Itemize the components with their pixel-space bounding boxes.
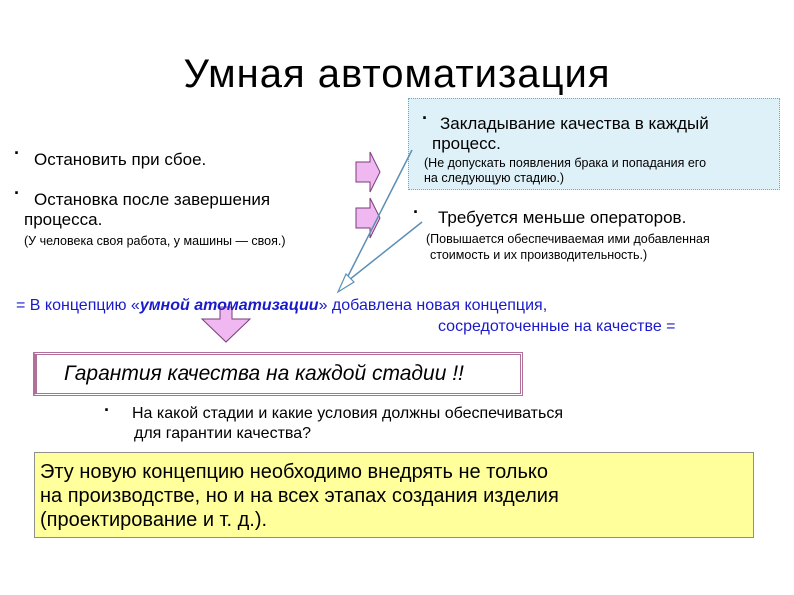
right-item-1-line1: Закладывание качества в каждый: [440, 114, 709, 133]
bullet-dot: ·: [413, 202, 419, 222]
right-arrow-icon: [356, 152, 380, 192]
page-title: Умная автоматизация: [183, 52, 611, 96]
bullet-dot: ·: [104, 400, 110, 420]
left-item-1: Остановить при сбое.: [34, 150, 207, 169]
summary-line1: Эту новую концепцию необходимо внедрять не только: [40, 461, 548, 483]
concept-line2: сосредоточенные на качестве =: [438, 318, 676, 335]
right-item-1-line2: процесс.: [432, 134, 501, 153]
concept-suffix: » добавлена новая концепция,: [318, 297, 548, 314]
right-item-2-note-line1: (Повышается обеспечиваемая ими добавленная: [426, 232, 710, 246]
bullet-dot: ·: [422, 108, 428, 128]
right-item-1-note-line1: (Не допускать появления брака и попадания его: [424, 156, 707, 170]
left-item-2-line1: Остановка после завершения: [34, 190, 271, 209]
left-item-2-note: (У человека своя работа, у машины — своя.): [24, 234, 286, 248]
summary-line2: на производстве, но и на всех этапах создания изделия: [40, 485, 559, 507]
summary-line3: (проектирование и т. д.).: [40, 509, 268, 531]
right-item-2: Требуется меньше операторов.: [438, 208, 687, 227]
connector-line: [344, 222, 422, 284]
question-line1: На какой стадии и какие условия должны обеспечиваться: [132, 405, 563, 422]
question-line2: для гарантии качества?: [134, 425, 312, 442]
bullet-dot: ·: [14, 143, 20, 163]
concept-prefix: = В концепцию «: [16, 297, 140, 314]
right-item-1-note-line2: на следующую стадию.): [424, 171, 565, 185]
bullet-dot: ·: [14, 183, 20, 203]
guarantee-text: Гарантия качества на каждой стадии !!: [64, 362, 464, 385]
left-item-2-line2: процесса.: [24, 210, 103, 229]
concept-emphasis: умной атоматизации: [139, 297, 319, 314]
right-arrow-icon: [356, 198, 380, 238]
arrowhead-icon: [338, 274, 354, 292]
right-item-2-note-line2: стоимость и их производительность.): [430, 248, 648, 262]
concept-line1: [16, 296, 547, 316]
